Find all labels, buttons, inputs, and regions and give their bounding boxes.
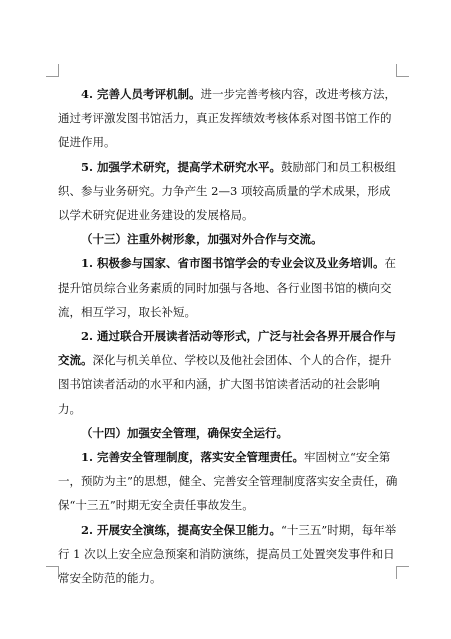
paragraph-heading: 2. 开展安全演练，提高安全保卫能力。 <box>81 522 282 537</box>
corner-mark-top-right <box>396 64 409 77</box>
paragraph-text: 进一步完善考核内容，改进考核方法，通过考评激发图书馆活力，真正发挥绩效考核体系对图书馆工作的促进作用。 <box>58 87 397 150</box>
section-heading: （十四）加强安全管理，确保安全运行。 <box>81 425 288 440</box>
paragraph-heading: 5. 加强学术研究，提高学术研究水平。 <box>81 159 282 174</box>
paragraph-personnel-evaluation <box>58 82 398 155</box>
section-heading-external-cooperation <box>58 227 398 251</box>
paragraph-academic-research <box>58 155 398 228</box>
paragraph-heading: 1. 完善安全管理制度，落实安全管理责任。 <box>81 450 305 465</box>
paragraph-text: 牢固树立“安全第一，预防为主”的思想，健全、完善安全管理制度落实安全责任，确保“十三五”时期无安全责任事故发生。 <box>58 450 398 513</box>
document-body <box>58 82 398 590</box>
paragraph-text: 鼓励部门和员工积极组织、参与业务研究。力争产生 2—3 项较高质量的学术成果，形成以学术研究促进业务建设的发展格局。 <box>58 159 397 223</box>
paragraph-joint-reader-activities <box>58 324 398 421</box>
corner-mark-top-left <box>46 64 59 77</box>
paragraph-text: 深化与机关单位、学校以及他社会团体、个人的合作，提升图书馆读者活动的水平和内涵，扩大图书馆读者活动的社会影响力。 <box>58 353 392 416</box>
paragraph-heading: 1. 积极参与国家、省市图书馆学会的专业会议及业务培训。 <box>81 256 385 271</box>
paragraph-text: 在提升馆员综合业务素质的同时加强与各地、各行业图书馆的横向交流，相互学习，取长补短。 <box>58 256 397 319</box>
paragraph-heading: 4. 完善人员考评机制。 <box>81 87 201 101</box>
paragraph-heading: 2. 通过联合开展读者活动等形式，广泛与社会各界开展合作与交流。 <box>58 329 397 368</box>
section-heading-safety-management <box>58 421 398 445</box>
paragraph-text: “十三五”时期，每年举行 1 次以上安全应急预案和消防演练，提高员工处置突发事件和日常安全防范的能力。 <box>58 522 397 586</box>
paragraph-safety-system <box>58 445 398 518</box>
paragraph-professional-conferences <box>58 251 398 324</box>
section-heading: （十三）注重外树形象，加强对外合作与交流。 <box>81 232 323 247</box>
paragraph-safety-drills <box>58 518 398 591</box>
